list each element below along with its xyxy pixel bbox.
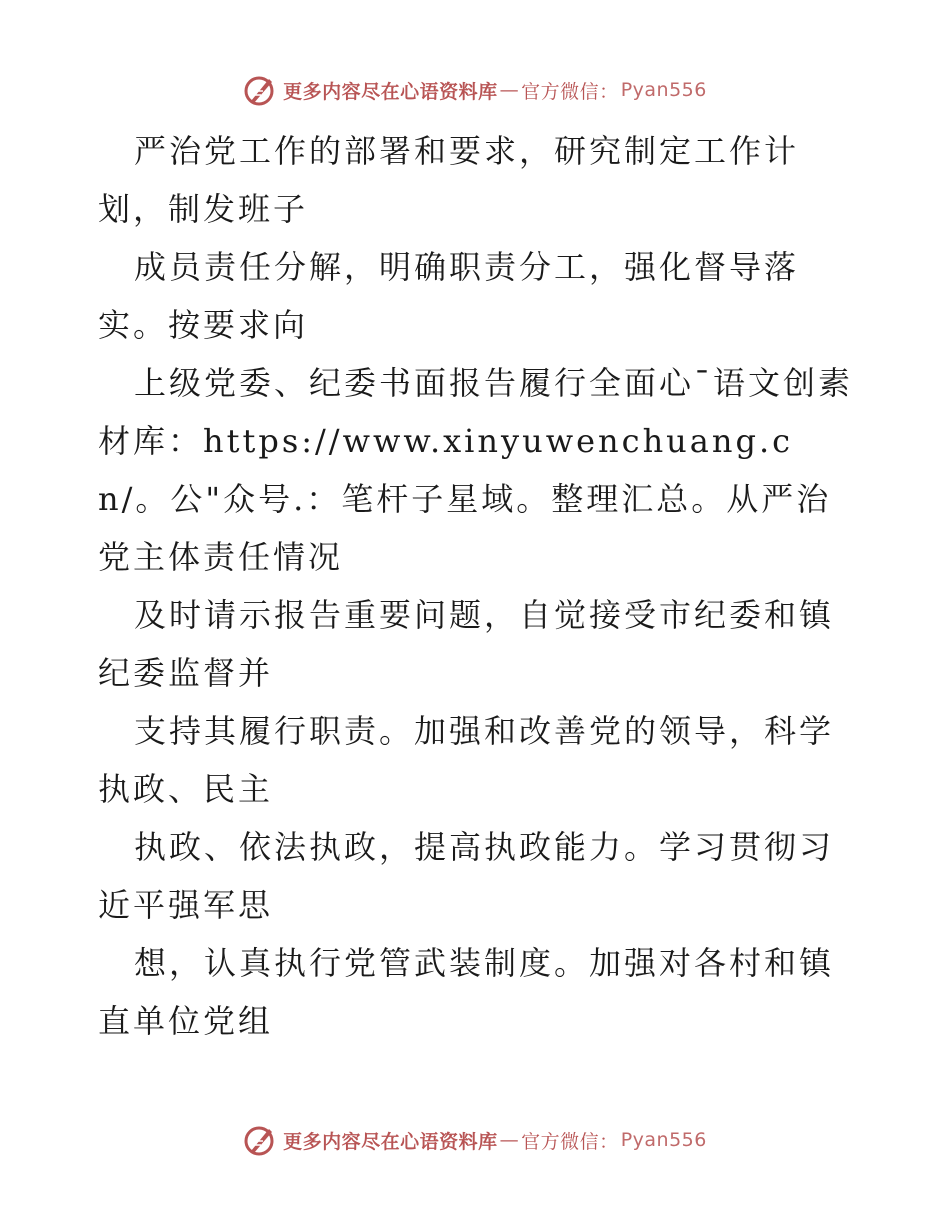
banner-wx-label: 官方微信：: [521, 1130, 619, 1153]
banner-wx-id: Pyan556: [620, 1129, 707, 1151]
banner-dash: —: [499, 1129, 520, 1151]
banner-dash: —: [499, 79, 520, 101]
banner-main-text: 更多内容尽在心语资料库: [283, 1130, 498, 1153]
banner-wx-label: 官方微信：: [521, 80, 619, 103]
banner-main-text: 更多内容尽在心语资料库: [283, 80, 498, 103]
header-banner: [0, 70, 950, 110]
paragraph-2: 成员责任分解，明确职责分工，强化督导落实。按要求向: [98, 248, 800, 344]
document-body: [98, 122, 858, 1050]
paragraph-1: 严治党工作的部署和要求，研究制定工作计划，制发班子: [98, 132, 800, 228]
paragraph-6: 执政、依法执政，提高执政能力。学习贯彻习近平强军思: [98, 828, 835, 924]
paragraph-5: 支持其履行职责。加强和改善党的领导，科学执政、民主: [98, 712, 835, 808]
quill-logo-icon: [243, 1123, 277, 1157]
paragraph-3: 上级党委、纪委书面报告履行全面心¯语文创素材库：https://www.xinyuwenchuang.cn/。公"众号.：笔杆子星域。整理汇总。从严治党主体责任情况: [98, 364, 854, 576]
paragraph-7: 想，认真执行党管武装制度。加强对各村和镇直单位党组: [98, 944, 835, 1040]
banner-wx-id: Pyan556: [620, 79, 707, 101]
paragraph-4: 及时请示报告重要问题，自觉接受市纪委和镇纪委监督并: [98, 596, 835, 692]
quill-logo-icon: [243, 73, 277, 107]
footer-banner: [0, 1120, 950, 1160]
